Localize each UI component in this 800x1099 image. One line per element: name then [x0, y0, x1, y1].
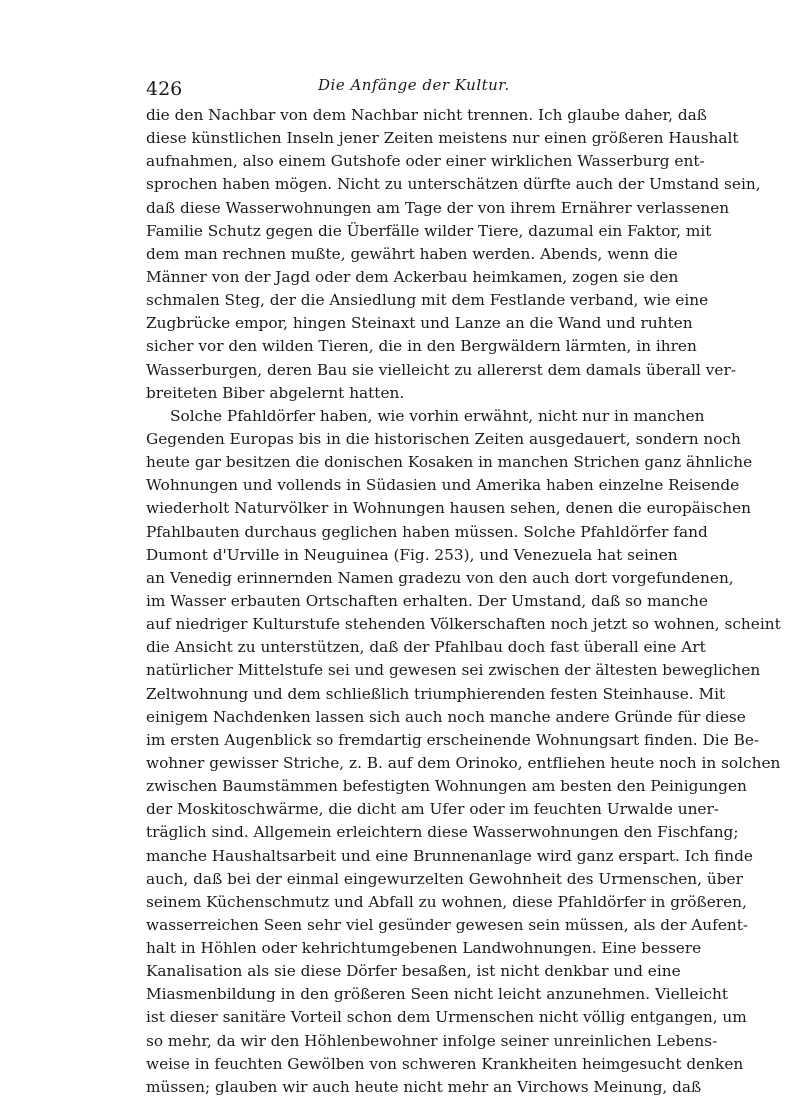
- text-line: Pfahlbauten durchaus geglichen haben müssen. Solche Pfahldörfer fand: [146, 522, 708, 541]
- body-text: [146, 104, 781, 1099]
- text-line: zwischen Baumstämmen befestigten Wohnungen am besten den Peinigungen: [146, 777, 747, 796]
- text-line: dem man rechnen mußte, gewährt haben werden. Abends, wenn die: [146, 244, 678, 263]
- text-line: der Moskitoschwärme, die dicht am Ufer oder im feuchten Urwalde uner-: [146, 800, 719, 819]
- text-line: Gegenden Europas bis in die historischen Zeiten ausgedauert, sondern noch: [146, 429, 741, 448]
- text-line: Wohnungen und vollends in Südasien und Amerika haben einzelne Reisende: [146, 476, 740, 495]
- text-line: sicher vor den wilden Tieren, die in den Bergwäldern lärmten, in ihren: [146, 337, 697, 356]
- text-line: Männer von der Jagd oder dem Ackerbau heimkamen, zogen sie den: [146, 267, 679, 286]
- text-line: im ersten Augenblick so fremdartig erscheinende Wohnungsart finden. Die Be-: [146, 730, 760, 749]
- text-line: weise in feuchten Gewölben von schweren Krankheiten heimgesucht denken: [146, 1054, 744, 1073]
- text-line: Miasmenbildung in den größeren Seen nicht leicht anzunehmen. Vielleicht: [146, 985, 729, 1004]
- text-line: einigem Nachdenken lassen sich auch noch manche andere Gründe für diese: [146, 707, 746, 726]
- paragraph: [146, 104, 761, 405]
- text-line: aufnahmen, also einem Gutshofe oder einer wirklichen Wasserburg ent-: [146, 152, 705, 171]
- text-line: die den Nachbar von dem Nachbar nicht trennen. Ich glaube daher, daß: [146, 106, 707, 124]
- text-line: im Wasser erbauten Ortschaften erhalten. Der Umstand, daß so manche: [146, 591, 708, 610]
- text-line: Wasserburgen, deren Bau sie vielleicht zu allererst dem damals überall ver-: [146, 360, 736, 379]
- paragraph: [146, 405, 781, 1099]
- text-line: auch, daß bei der einmal eingewurzelten Gewohnheit des Urmenschen, über: [146, 869, 743, 888]
- text-line: ist dieser sanitäre Vorteil schon dem Urmenschen nicht völlig entgangen, um: [146, 1008, 747, 1027]
- text-line: an Venedig erinnernden Namen gradezu von den auch dort vorgefundenen,: [146, 568, 734, 587]
- text-line: Dumont d'Urville in Neuguinea (Fig. 253), und Venezuela hat seinen: [146, 545, 678, 564]
- text-line: müssen; glauben wir auch heute nicht mehr an Virchows Meinung, daß: [146, 1077, 702, 1096]
- text-line: manche Haushaltsarbeit und eine Brunnenanlage wird ganz erspart. Ich finde: [146, 846, 753, 865]
- text-line: Familie Schutz gegen die Überfälle wilder Tiere, dazumal ein Faktor, mit: [146, 221, 712, 240]
- text-line: diese künstlichen Inseln jener Zeiten meistens nur einen größeren Haushalt: [146, 129, 739, 148]
- text-line: Zeltwohnung und dem schließlich triumphierenden festen Steinhause. Mit: [146, 684, 726, 703]
- text-line: wiederholt Naturvölker in Wohnungen hausen sehen, denen die europäischen: [146, 499, 751, 518]
- text-line: schmalen Steg, der die Ansiedlung mit dem Festlande verband, wie eine: [146, 291, 709, 310]
- text-line: Zugbrücke empor, hingen Steinaxt und Lanze an die Wand und ruhten: [146, 314, 693, 333]
- text-line: halt in Höhlen oder kehrichtumgebenen Landwohnungen. Eine bessere: [146, 939, 702, 958]
- text-line: so mehr, da wir den Höhlenbewohner infolge seiner unreinlichen Lebens-: [146, 1031, 718, 1050]
- text-line: daß diese Wasserwohnungen am Tage der von ihrem Ernährer verlassenen: [146, 198, 730, 217]
- text-line: Solche Pfahldörfer haben, wie vorhin erwähnt, nicht nur in manchen: [170, 406, 705, 425]
- text-line: sprochen haben mögen. Nicht zu unterschätzen dürfte auch der Umstand sein,: [146, 175, 761, 194]
- text-line: die Ansicht zu unterstützen, daß der Pfahlbau doch fast überall eine Art: [146, 638, 706, 657]
- page-header: [146, 70, 656, 100]
- text-line: auf niedriger Kulturstufe stehenden Völkerschaften noch jetzt so wohnen, scheint: [146, 615, 781, 634]
- text-line: natürlicher Mittelstufe sei und gewesen sei zwischen der ältesten beweglichen: [146, 661, 761, 680]
- running-title: Die Anfänge der Kultur.: [318, 76, 510, 94]
- text-line: wasserreichen Seen sehr viel gesünder gewesen sein müssen, als der Aufent-: [146, 915, 749, 934]
- text-line: träglich sind. Allgemein erleichtern diese Wasserwohnungen den Fischfang;: [146, 823, 739, 842]
- page-number: 426: [146, 78, 183, 100]
- text-line: breiteten Biber abgelernt hatten.: [146, 383, 405, 402]
- text-line: heute gar besitzen die donischen Kosaken in manchen Strichen ganz ähnliche: [146, 453, 753, 472]
- text-line: wohner gewisser Striche, z. B. auf dem Orinoko, entfliehen heute noch in solchen: [146, 753, 781, 772]
- text-line: seinem Küchenschmutz und Abfall zu wohnen, diese Pfahldörfer in größeren,: [146, 892, 747, 911]
- text-line: Kanalisation als sie diese Dörfer besaßen, ist nicht denkbar und eine: [146, 962, 681, 981]
